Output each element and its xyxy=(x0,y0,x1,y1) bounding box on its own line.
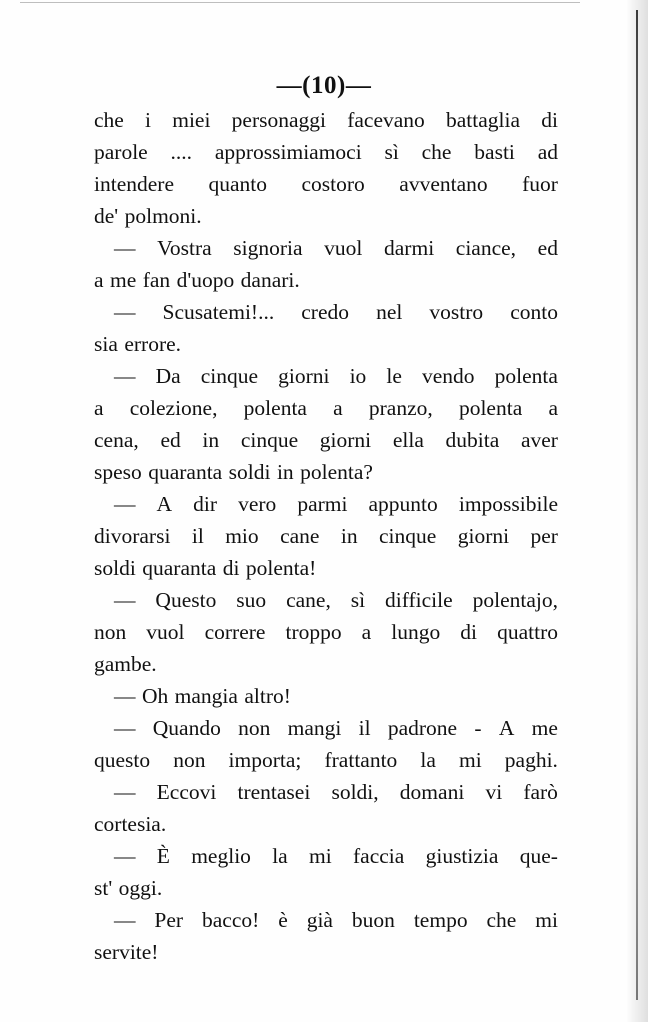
word: miei xyxy=(172,108,211,132)
word: approssimiamoci xyxy=(214,140,362,164)
text-line xyxy=(94,648,558,680)
word: è xyxy=(278,908,288,932)
word: suo xyxy=(236,588,267,612)
word: nel xyxy=(376,300,403,324)
word: faccia xyxy=(353,844,405,868)
word: quattro xyxy=(497,620,558,644)
word: tempo xyxy=(413,908,468,932)
word: A xyxy=(156,492,173,516)
word: fan xyxy=(142,268,171,292)
word: sia xyxy=(94,332,118,356)
word: de' xyxy=(94,204,119,228)
word: di xyxy=(460,620,478,644)
word: a xyxy=(333,396,343,420)
text-line xyxy=(94,456,558,488)
word: troppo xyxy=(285,620,342,644)
word: Vostra xyxy=(157,236,212,260)
word: me xyxy=(109,268,137,292)
word: in xyxy=(202,428,220,452)
word: oggi. xyxy=(118,876,163,900)
word: quaranta xyxy=(142,556,217,580)
word: A xyxy=(498,716,515,740)
word: il xyxy=(191,524,204,548)
word: la xyxy=(420,748,436,772)
word: que- xyxy=(519,844,558,868)
word: i xyxy=(145,108,152,132)
word: ed xyxy=(537,236,558,260)
word: polenta xyxy=(494,364,558,388)
word: Scusatemi!... xyxy=(162,300,275,324)
word: costoro xyxy=(301,172,365,196)
word: polenta xyxy=(458,396,523,420)
text-line xyxy=(94,136,558,168)
word: errore. xyxy=(124,332,182,356)
word: polenta xyxy=(243,396,307,420)
word: cena, xyxy=(94,428,139,452)
text-line xyxy=(94,296,558,328)
page-top-edge xyxy=(20,2,580,3)
word: Questo xyxy=(155,588,217,612)
text-line xyxy=(94,584,558,616)
text-line xyxy=(94,776,558,808)
word: — xyxy=(114,908,136,932)
word: non xyxy=(173,748,206,772)
word: credo xyxy=(301,300,350,324)
word: — xyxy=(114,780,136,804)
word: importa; xyxy=(228,748,302,772)
word: speso xyxy=(94,460,142,484)
word: servite! xyxy=(94,940,159,964)
word: non xyxy=(238,716,271,740)
word: battaglia xyxy=(446,108,521,132)
word: Per xyxy=(154,908,184,932)
word: — xyxy=(114,236,136,260)
word: polenta! xyxy=(245,556,317,580)
word: appunto xyxy=(368,492,438,516)
text-line xyxy=(94,424,558,456)
word: soldi xyxy=(228,460,271,484)
word: intendere xyxy=(94,172,174,196)
word: a xyxy=(548,396,558,420)
word: Oh xyxy=(141,684,169,708)
word: mi xyxy=(309,844,332,868)
word: signoria xyxy=(233,236,303,260)
page-right-edge-line xyxy=(636,10,638,1000)
word: avventano xyxy=(399,172,488,196)
text-line xyxy=(94,264,558,296)
word: conto xyxy=(510,300,558,324)
word: bacco! xyxy=(202,908,260,932)
word: pranzo, xyxy=(368,396,433,420)
word: basti xyxy=(474,140,515,164)
word: in xyxy=(340,524,358,548)
word: non xyxy=(94,620,127,644)
word: sì xyxy=(384,140,399,164)
text-line xyxy=(94,744,558,776)
text-line xyxy=(94,808,558,840)
text-line xyxy=(94,200,558,232)
word: lungo xyxy=(391,620,441,644)
word: colezione, xyxy=(129,396,218,420)
word: polenta? xyxy=(300,460,373,484)
word: vuol xyxy=(324,236,363,260)
word: .... xyxy=(170,140,193,164)
word: parole xyxy=(94,140,148,164)
word: mi xyxy=(459,748,482,772)
word: ed xyxy=(160,428,181,452)
word: — xyxy=(114,844,136,868)
word: quanto xyxy=(208,172,268,196)
word: — xyxy=(114,300,136,324)
word: dir xyxy=(193,492,218,516)
word: facevano xyxy=(347,108,425,132)
word: mio xyxy=(225,524,259,548)
word: cinque xyxy=(379,524,437,548)
word: fuor xyxy=(522,172,558,196)
word: cinque xyxy=(240,428,299,452)
word: mi xyxy=(535,908,558,932)
word: È xyxy=(156,844,170,868)
word: già xyxy=(306,908,333,932)
body-text xyxy=(94,104,558,968)
word: — xyxy=(114,684,136,708)
word: difficile xyxy=(385,588,453,612)
text-line xyxy=(94,616,558,648)
word: aver xyxy=(520,428,558,452)
word: vendo xyxy=(421,364,475,388)
text-line xyxy=(94,488,558,520)
word: a xyxy=(361,620,372,644)
word: personaggi xyxy=(231,108,326,132)
text-line xyxy=(94,232,558,264)
word: vostro xyxy=(429,300,484,324)
text-line xyxy=(94,904,558,936)
word: le xyxy=(386,364,402,388)
word: d'uopo xyxy=(176,268,235,292)
word: — xyxy=(114,364,136,388)
word: meglio xyxy=(191,844,251,868)
text-line xyxy=(94,712,558,744)
word: altro! xyxy=(244,684,291,708)
word: me xyxy=(531,716,558,740)
text-line xyxy=(94,392,558,424)
text-line xyxy=(94,552,558,584)
word: danari. xyxy=(240,268,300,292)
word: che xyxy=(486,908,517,932)
word: ella xyxy=(392,428,424,452)
word: di xyxy=(222,556,240,580)
word: Eccovi xyxy=(156,780,217,804)
word: sì xyxy=(350,588,366,612)
word: giorni xyxy=(319,428,372,452)
text-line xyxy=(94,936,558,968)
page-number: —(10)— xyxy=(276,72,372,99)
word: a xyxy=(94,268,104,292)
word: che xyxy=(421,140,452,164)
word: giorni xyxy=(457,524,510,548)
word: gambe. xyxy=(94,652,157,676)
word: Da xyxy=(155,364,181,388)
text-line xyxy=(94,872,558,904)
word: la xyxy=(272,844,288,868)
word: polmoni. xyxy=(124,204,202,228)
word: a xyxy=(94,396,104,420)
word: paghi. xyxy=(504,748,558,772)
word: soldi, xyxy=(331,780,379,804)
word: Quando xyxy=(152,716,221,740)
text-line xyxy=(94,104,558,136)
word: vero xyxy=(238,492,277,516)
text-line xyxy=(94,520,558,552)
word: farò xyxy=(523,780,558,804)
word: frattanto xyxy=(324,748,398,772)
text-line xyxy=(94,680,558,712)
word: di xyxy=(541,108,558,132)
word: in xyxy=(276,460,294,484)
word: trentasei xyxy=(237,780,311,804)
word: cane, xyxy=(286,588,331,612)
word: vuol xyxy=(146,620,185,644)
word: cinque xyxy=(200,364,259,388)
word: — xyxy=(114,716,136,740)
word: cane xyxy=(280,524,320,548)
word: st' xyxy=(94,876,113,900)
word: polentajo, xyxy=(472,588,558,612)
word: parmi xyxy=(297,492,348,516)
word: impossibile xyxy=(458,492,558,516)
word: quaranta xyxy=(148,460,223,484)
word: cortesia. xyxy=(94,812,167,836)
word: che xyxy=(94,108,124,132)
word: vi xyxy=(485,780,503,804)
word: ciance, xyxy=(455,236,517,260)
word: domani xyxy=(399,780,465,804)
word: darmi xyxy=(384,236,435,260)
text-line xyxy=(94,328,558,360)
word: mangi xyxy=(287,716,342,740)
word: mangia xyxy=(174,684,238,708)
word: dubita xyxy=(445,428,500,452)
word: io xyxy=(349,364,367,388)
word: per xyxy=(530,524,558,548)
word: — xyxy=(114,492,136,516)
word: soldi xyxy=(94,556,136,580)
text-line xyxy=(94,840,558,872)
word: giorni xyxy=(278,364,330,388)
word: - xyxy=(474,716,482,740)
word: divorarsi xyxy=(94,524,171,548)
word: il xyxy=(358,716,371,740)
word: ad xyxy=(537,140,558,164)
text-line xyxy=(94,168,558,200)
word: — xyxy=(114,588,136,612)
word: padrone xyxy=(387,716,458,740)
word: questo xyxy=(94,748,151,772)
word: giustizia xyxy=(425,844,499,868)
word: correre xyxy=(204,620,266,644)
text-line xyxy=(94,360,558,392)
word: buon xyxy=(351,908,395,932)
